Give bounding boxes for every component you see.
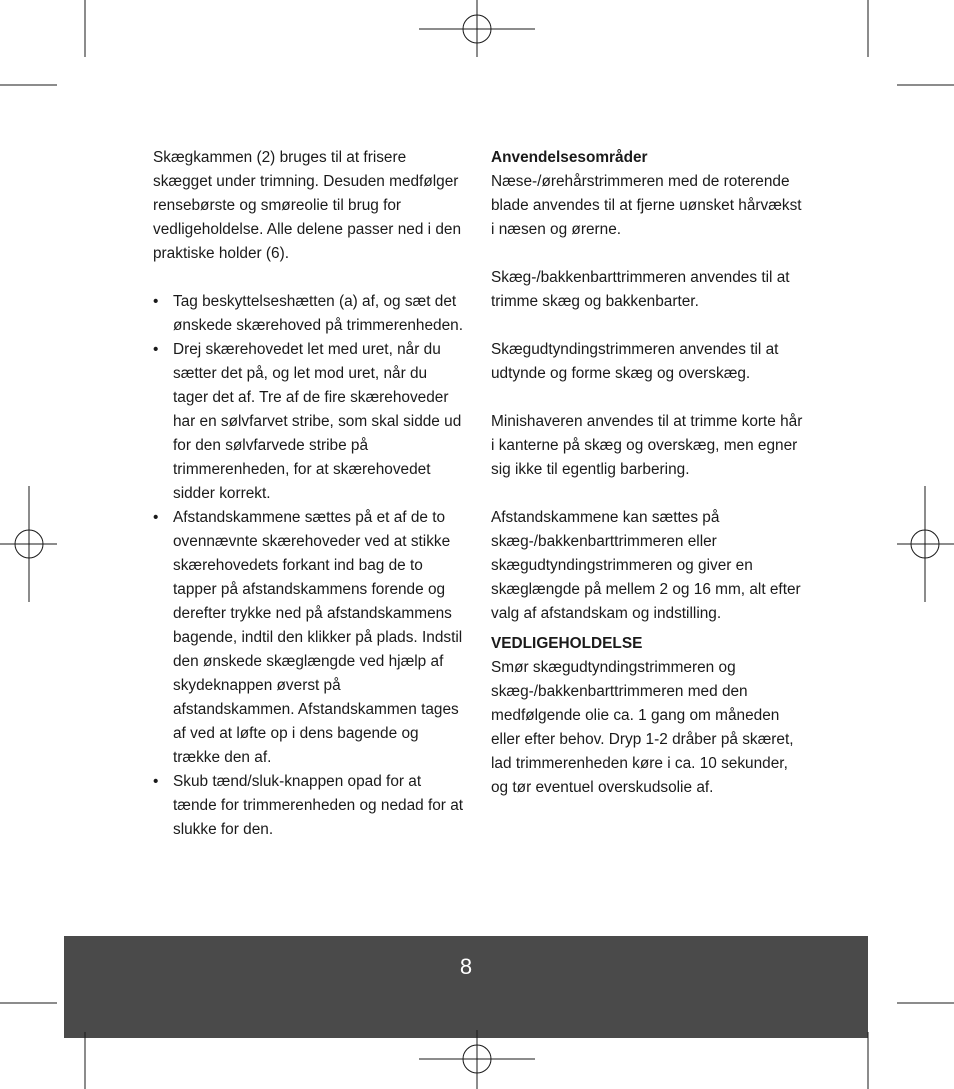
usage-paragraph: Skægudtyndingstrimmeren anvendes til at udtynde og forme skæg og overskæg. — [491, 341, 779, 382]
intro-paragraph: Skægkammen (2) bruges til at frisere skægget under trimning. Desuden medfølger rensebørste og smøreolie til brug for vedligeholdelse. Alle delene passer ned i den praktiske holder (6). — [153, 149, 462, 262]
bullet-icon: • — [153, 509, 159, 526]
maintenance-paragraph: Smør skægudtyndingstrimmeren og skæg-/bakkenbarttrimmeren med den medfølgende olie ca. 1 gang om måneden eller efter behov. Dryp 1-2 dråber på skæret, lad trimmerenheden køre i ca. 10 sekunder, og tør eventuel overskudsolie af. — [491, 659, 794, 796]
usage-heading: Anvendelsesområder — [491, 149, 648, 166]
registration-mark-left — [0, 486, 57, 602]
bullet-icon: • — [153, 773, 159, 790]
registration-mark-bottom — [419, 1030, 535, 1089]
maintenance-heading: VEDLIGEHOLDELSE — [491, 635, 643, 652]
usage-paragraph: Afstandskammene kan sættes på skæg-/bakkenbarttrimmeren eller skægudtyndingstrimmeren og giver en skæglængde på mellem 2 og 16 mm, alt efter valg af afstandskam og indstilling. — [491, 509, 801, 622]
registration-mark-right — [897, 486, 954, 602]
registration-mark-top — [419, 0, 535, 57]
usage-paragraph: Næse-/ørehårstrimmeren med de roterende blade anvendes til at fjerne uønsket hårvækst i næsen og ørerne. — [491, 173, 802, 238]
list-item-text: Afstandskammene sættes på et af de to ovennævnte skærehoveder ved at stikke skærehovedets forkant ind bag de to tapper på afstandskammens forende og derefter trykke ned på afstandskammens bagende, indtil den klikker på plads. Indstil den ønskede skæglængde ved hjælp af skydeknappen øverst på afstandskammen. Afstandskammen tages af ved at løfte op i dens bagende og trække den af. — [173, 509, 463, 766]
list-item-text: Tag beskyttelseshætten (a) af, og sæt det ønskede skærehoved på trimmerenheden. — [173, 293, 464, 334]
usage-paragraph: Minishaveren anvendes til at trimme korte hår i kanterne på skæg og overskæg, men egner sig ikke til egentlig barbering. — [491, 413, 803, 478]
list-item-text: Skub tænd/sluk-knappen opad for at tænde for trimmerenheden og nedad for at slukke for den. — [173, 773, 464, 838]
list-item-text: Drej skærehovedet let med uret, når du sætter det på, og let mod uret, når du tager det af. Tre af de fire skærehoveder har en sølvfarvet stribe, som skal sidde ud for den sølvfarvede stribe på trimmerenheden, for at skærehovedet sidder korrekt. — [173, 341, 462, 502]
bullet-icon: • — [153, 293, 159, 310]
usage-paragraph: Skæg-/bakkenbarttrimmeren anvendes til at trimme skæg og bakkenbarter. — [491, 269, 790, 310]
bullet-icon: • — [153, 341, 159, 358]
page-number: 8 — [459, 954, 473, 979]
